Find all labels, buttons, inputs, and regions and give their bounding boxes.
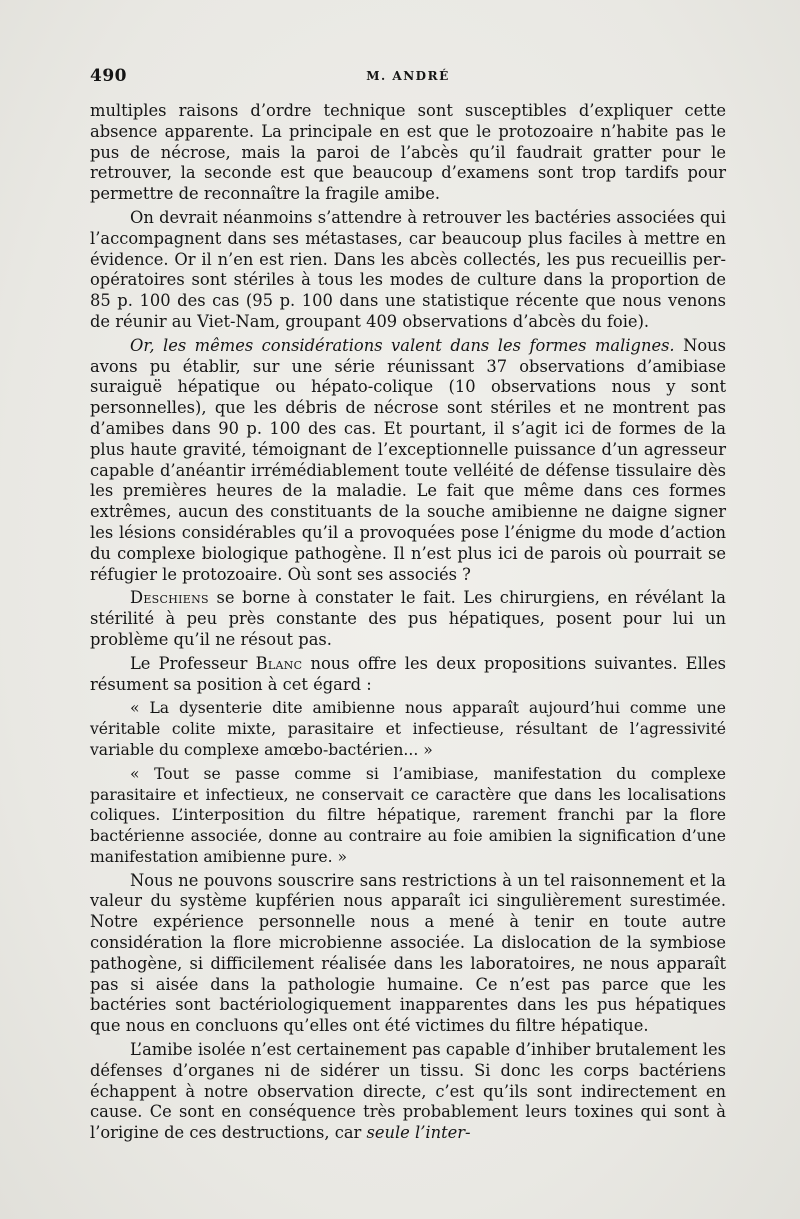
paragraph-3-italic-lead: Or, les mêmes considérations valent dans les formes malignes. (130, 335, 675, 355)
author-name-deschiens: Deschiens (130, 588, 209, 608)
paragraph-7 (90, 1040, 726, 1144)
paragraph-5 (90, 654, 726, 696)
paragraph-4 (90, 588, 726, 650)
quotation-2: « Tout se passe comme si l’amibiase, manifestation du complexe parasitaire et infectieux, ne conservait ce caractère que dans les localisations coliques. L’interposition du filtre hépatique, rarement franchi par la flore bactérienne associée, donne au contraire au foie amibien la signification d’une manifestation amibienne pure. » (90, 764, 726, 866)
paragraph-3-body: Nous avons pu établir, sur une série réunissant 37 observations d’amibiase suraiguë hépatique ou hépato-colique (10 observations nous y sont personnelles), que les débris de nécrose sont stériles et ne montrent pas d’amibes dans 90 p. 100 des cas. Et pourtant, il s’agit ici de formes de la plus haute gravité, témoignant de l’exceptionnelle puissance d’un agresseur capable d’anéantir irrémédiablement toute velléité de défense tissulaire dès les premières heures de la maladie. Le fait que même dans ces formes extrêmes, aucun des constituants de la souche amibienne ne daigne signer les lésions considérables qu’il a provoquées pose l’énigme du mode d’action du complexe biologique pathogène. Il n’est plus ici de parois où pourrait se réfugier le protozoaire. Où sont ses associés ? (90, 335, 726, 584)
author-name-blanc: Blanc (255, 653, 303, 673)
paragraph-6: Nous ne pouvons souscrire sans restrictions à un tel raisonnement et la valeur du système kupférien nous apparaît ici singulièrement surestimée. Notre expérience personnelle nous a mené à tenir en toute autre considération la flore microbienne associée. La dislocation de la symbiose pathogène, si difficilement réalisée dans les laboratoires, ne nous apparaît pas si aisée dans la pathologie humaine. Ce n’est pas parce que les bactéries sont bactériologiquement inapparentes dans les pus hépatiques que nous en concluons qu’elles ont été victimes du filtre hépatique. (90, 870, 726, 1036)
paragraph-7-body: L’amibe isolée n’est certainement pas capable d’inhiber brutalement les défenses d’organes ni de sidérer un tissu. Si donc les corps bactériens échappent à notre observation directe, c’est qu’ils sont indirectement en cause. Ce sont en conséquence très probablement leurs toxines qui sont à l’origine de ces destructions, car (90, 1040, 726, 1143)
paragraph-5-lead: Le Professeur (130, 653, 256, 673)
paragraph-3 (90, 336, 726, 586)
paragraph-2: On devrait néanmoins s’attendre à retrouver les bactéries associées qui l’accompagnent dans ses métastases, car beaucoup plus faciles à mettre en évidence. Or il n’en est rien. Dans les abcès collectés, les pus recueillis per-opératoires sont stériles à tous les modes de culture dans la proportion de 85 p. 100 des cas (95 p. 100 dans une statistique récente que nous venons de réunir au Viet-Nam, groupant 409 observations d’abcès du foie). (90, 207, 726, 331)
running-head: M. ANDRÉ (366, 69, 450, 83)
paragraph-1: multiples raisons d’ordre technique sont susceptibles d’expliquer cette absence apparente. La principale en est que le protozoaire n’habite pas le pus de nécrose, mais la paroi de l’abcès qu’il faudrait gratter pour le retrouver, la seconde est que beaucoup d’examens sont trop tardifs pour permettre de reconnaître la fragile amibe. (90, 101, 726, 204)
paragraph-7-italic-tail: seule l’inter- (366, 1123, 471, 1143)
quotation-1: « La dysenterie dite amibienne nous apparaît aujourd’hui comme une véritable colite mixte, parasitaire et infectieuse, résultant de l’agressivité variable du complexe amœbo-bactérien... » (90, 699, 726, 759)
paragraph-5-body: nous offre les deux propositions suivantes. Elles résument sa position à cet égard : (90, 653, 726, 694)
body-text (90, 101, 726, 1144)
paragraph-4-body: se borne à constater le fait. Les chirurgiens, en révélant la stérilité à peu près constante des pus hépatiques, posent pour lui un problème qu’il ne résout pas. (90, 588, 726, 649)
page-number: 490 (90, 66, 127, 86)
page-header (90, 66, 726, 90)
